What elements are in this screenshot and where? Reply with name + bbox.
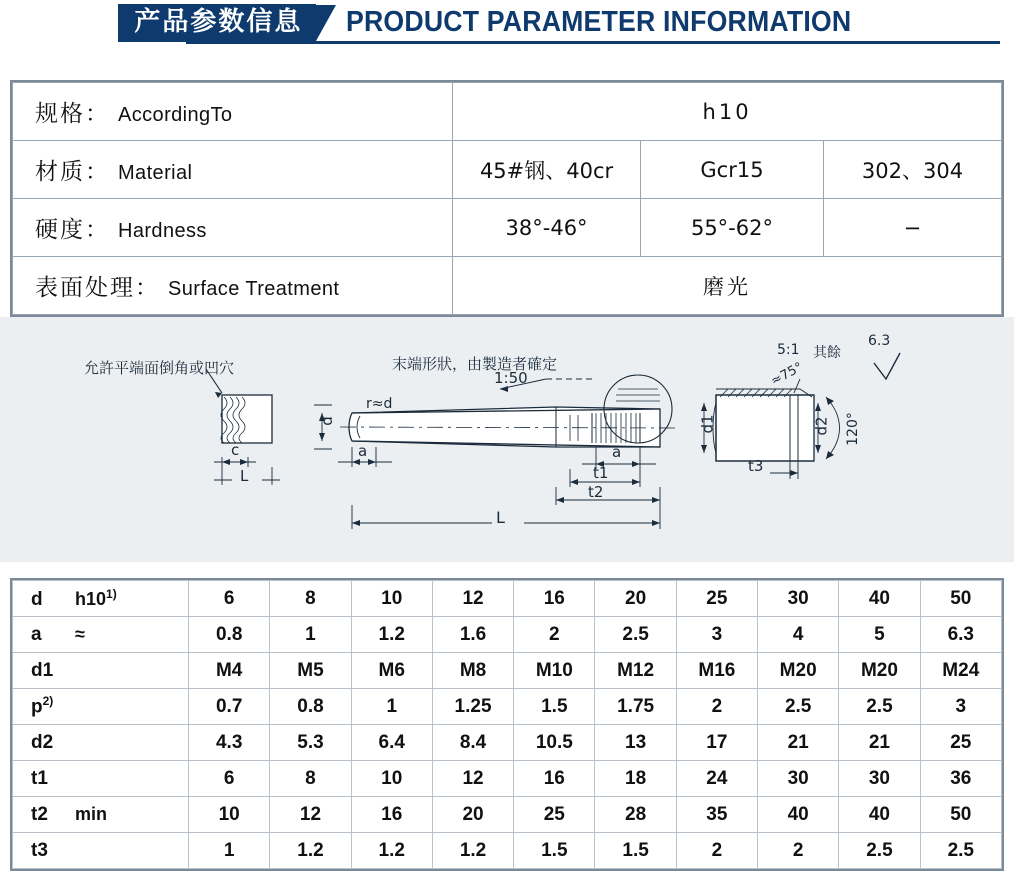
- spec-value-surface-treatment: 磨光: [453, 257, 1002, 315]
- data-cell: M5: [270, 653, 351, 689]
- data-row-symbol: d: [31, 588, 43, 610]
- data-cell: 1.25: [432, 689, 513, 725]
- table-row: [13, 83, 1002, 141]
- technical-drawing: [0, 317, 1014, 562]
- data-row-header: [13, 725, 189, 761]
- data-row-symbol: $p^{2)}$: [31, 694, 54, 718]
- data-cell: 16: [514, 761, 595, 797]
- data-cell: 18: [595, 761, 676, 797]
- data-cell: 1.2: [270, 833, 351, 869]
- data-cell: 21: [839, 725, 920, 761]
- spec-label-en: Material: [118, 162, 193, 184]
- table-row: [13, 689, 1002, 725]
- table-row: [13, 761, 1002, 797]
- data-row-symbol: t2: [31, 803, 48, 825]
- drawing-label-roughness: 6.3: [868, 333, 891, 349]
- drawing-label-angle-75: ≈75°: [768, 359, 806, 390]
- data-cell: 36: [920, 761, 1001, 797]
- spec-label-hardness: [13, 199, 453, 257]
- data-cell: 1: [189, 833, 270, 869]
- data-cell: 30: [839, 761, 920, 797]
- spec-table: [10, 80, 1004, 317]
- data-row-header: [13, 617, 189, 653]
- data-cell: 1.2: [351, 617, 432, 653]
- data-cell: 1.2: [432, 833, 513, 869]
- drawing-label-scale: 5:1: [777, 342, 800, 358]
- data-row-symbol: t1: [31, 767, 48, 789]
- drawing-dim-c: c: [231, 441, 240, 459]
- data-cell: 24: [676, 761, 757, 797]
- drawing-label-remainder: 其餘: [813, 345, 841, 361]
- data-cell: 3: [676, 617, 757, 653]
- table-row: [13, 617, 1002, 653]
- data-cell: 30: [758, 761, 839, 797]
- data-cell: 1.6: [432, 617, 513, 653]
- drawing-label-r-approx: r≈d: [366, 396, 393, 412]
- data-cell: 8: [270, 581, 351, 617]
- table-row: [13, 199, 1002, 257]
- data-cell: 10: [189, 797, 270, 833]
- data-cell: 1.5: [595, 833, 676, 869]
- data-cell: 6.4: [351, 725, 432, 761]
- spec-label-material: [13, 141, 453, 199]
- data-cell: 0.7: [189, 689, 270, 725]
- data-cell: 8.4: [432, 725, 513, 761]
- data-row-header: [13, 761, 189, 797]
- data-cell: 40: [839, 797, 920, 833]
- drawing-dim-d: d: [317, 416, 336, 426]
- page-title-cn: 产品参数信息: [118, 4, 316, 42]
- data-cell: 2.5: [920, 833, 1001, 869]
- data-cell: 50: [920, 797, 1001, 833]
- data-cell: 1: [351, 689, 432, 725]
- data-cell: M4: [189, 653, 270, 689]
- drawing-dim-a-right: a: [612, 443, 622, 461]
- data-cell: 35: [676, 797, 757, 833]
- drawing-dim-t1: t1: [593, 464, 609, 482]
- data-cell: 5.3: [270, 725, 351, 761]
- data-cell: 20: [432, 797, 513, 833]
- data-cell: M20: [839, 653, 920, 689]
- data-row-header: [13, 797, 189, 833]
- data-cell: 8: [270, 761, 351, 797]
- data-cell: 2: [514, 617, 595, 653]
- drawing-dim-d1: d1: [698, 414, 717, 434]
- data-cell: M10: [514, 653, 595, 689]
- data-cell: M8: [432, 653, 513, 689]
- data-cell: 12: [270, 797, 351, 833]
- data-cell: 50: [920, 581, 1001, 617]
- spec-label-en: AccordingTo: [118, 104, 233, 126]
- spec-value-material-2: Gcr15: [641, 141, 824, 199]
- drawing-label-angle-120: 120°: [844, 412, 861, 446]
- spec-label-cn: 表面处理：: [35, 275, 160, 301]
- table-row: [13, 141, 1002, 199]
- data-cell: 25: [676, 581, 757, 617]
- spec-value-specification: h10: [453, 83, 1002, 141]
- data-cell: M24: [920, 653, 1001, 689]
- data-cell: 12: [432, 581, 513, 617]
- data-cell: 16: [351, 797, 432, 833]
- data-cell: 30: [758, 581, 839, 617]
- drawing-dim-t2: t2: [588, 483, 604, 501]
- data-cell: M12: [595, 653, 676, 689]
- data-cell: 20: [595, 581, 676, 617]
- drawing-dim-a-left: a: [358, 442, 368, 460]
- data-cell: 10: [351, 761, 432, 797]
- spec-label-cn: 规格：: [35, 101, 110, 127]
- data-cell: 2.5: [758, 689, 839, 725]
- drawing-label-end-shape-note: 末端形狀，由製造者確定: [392, 355, 558, 373]
- data-row-symbol: d1: [31, 659, 54, 681]
- drawing-dim-l-big: L: [496, 508, 505, 527]
- data-row-header: [13, 833, 189, 869]
- data-cell: 6.3: [920, 617, 1001, 653]
- data-row-qualifier: h10$^{1)}$: [75, 586, 117, 609]
- data-cell: 6: [189, 581, 270, 617]
- data-cell: 2.5: [839, 833, 920, 869]
- data-cell: M20: [758, 653, 839, 689]
- data-cell: M6: [351, 653, 432, 689]
- table-row: [13, 797, 1002, 833]
- data-cell: 40: [758, 797, 839, 833]
- data-row-qualifier: min: [75, 803, 108, 824]
- spec-label-specification: [13, 83, 453, 141]
- data-cell: 3: [920, 689, 1001, 725]
- spec-label-cn: 材质：: [35, 159, 110, 185]
- drawing-dim-d2: d2: [812, 416, 831, 436]
- data-cell: 13: [595, 725, 676, 761]
- data-cell: 1.75: [595, 689, 676, 725]
- spec-value-material-1: 45#钢、40cr: [453, 141, 641, 199]
- drawing-dim-l-small: L: [240, 467, 249, 485]
- data-cell: 1.5: [514, 833, 595, 869]
- data-cell: 2.5: [839, 689, 920, 725]
- data-cell: 17: [676, 725, 757, 761]
- spec-value-material-3: 302、304: [823, 141, 1001, 199]
- data-cell: 21: [758, 725, 839, 761]
- spec-value-hardness-3: −: [823, 199, 1001, 257]
- dimension-data-table: [10, 578, 1004, 871]
- data-cell: 28: [595, 797, 676, 833]
- data-cell: 2: [758, 833, 839, 869]
- data-cell: 2.5: [595, 617, 676, 653]
- spec-label-cn: 硬度：: [35, 217, 110, 243]
- data-cell: M16: [676, 653, 757, 689]
- drawing-label-taper: 1:50: [494, 369, 528, 387]
- drawing-dim-t3: t3: [748, 457, 764, 475]
- header-title-group: [118, 4, 895, 42]
- data-cell: 16: [514, 581, 595, 617]
- data-cell: 6: [189, 761, 270, 797]
- spec-value-hardness-2: 55°-62°: [641, 199, 824, 257]
- spec-label-surface-treatment: [13, 257, 453, 315]
- table-row: [13, 725, 1002, 761]
- data-cell: 25: [514, 797, 595, 833]
- data-cell: 10: [351, 581, 432, 617]
- data-cell: 1: [270, 617, 351, 653]
- header-underline: [186, 41, 1000, 44]
- table-row: [13, 257, 1002, 315]
- data-cell: 1.5: [514, 689, 595, 725]
- header-slash-decoration: [316, 5, 336, 41]
- data-cell: 0.8: [189, 617, 270, 653]
- data-cell: 25: [920, 725, 1001, 761]
- data-cell: 2: [676, 833, 757, 869]
- data-row-header: [13, 653, 189, 689]
- spec-label-en: Surface Treatment: [168, 278, 340, 300]
- data-cell: 4: [758, 617, 839, 653]
- data-cell: 2: [676, 689, 757, 725]
- spec-value-hardness-1: 38°-46°: [453, 199, 641, 257]
- data-cell: 5: [839, 617, 920, 653]
- spec-label-en: Hardness: [118, 220, 207, 242]
- data-cell: 12: [432, 761, 513, 797]
- page-header: [0, 0, 1014, 52]
- data-row-qualifier: ≈: [75, 623, 85, 644]
- data-cell: 4.3: [189, 725, 270, 761]
- data-row-symbol: d2: [31, 731, 54, 753]
- data-cell: 40: [839, 581, 920, 617]
- table-row: [13, 581, 1002, 617]
- data-cell: 10.5: [514, 725, 595, 761]
- data-row-header: [13, 689, 189, 725]
- data-row-symbol: t3: [31, 839, 48, 861]
- table-row: [13, 653, 1002, 689]
- table-row: [13, 833, 1002, 869]
- data-cell: 1.2: [351, 833, 432, 869]
- page-title-en: PRODUCT PARAMETER INFORMATION: [346, 6, 852, 39]
- data-cell: 0.8: [270, 689, 351, 725]
- drawing-label-chamfer-note: 允許平端面倒角或凹穴: [84, 359, 235, 377]
- data-row-symbol: a: [31, 623, 42, 645]
- data-row-header: [13, 581, 189, 617]
